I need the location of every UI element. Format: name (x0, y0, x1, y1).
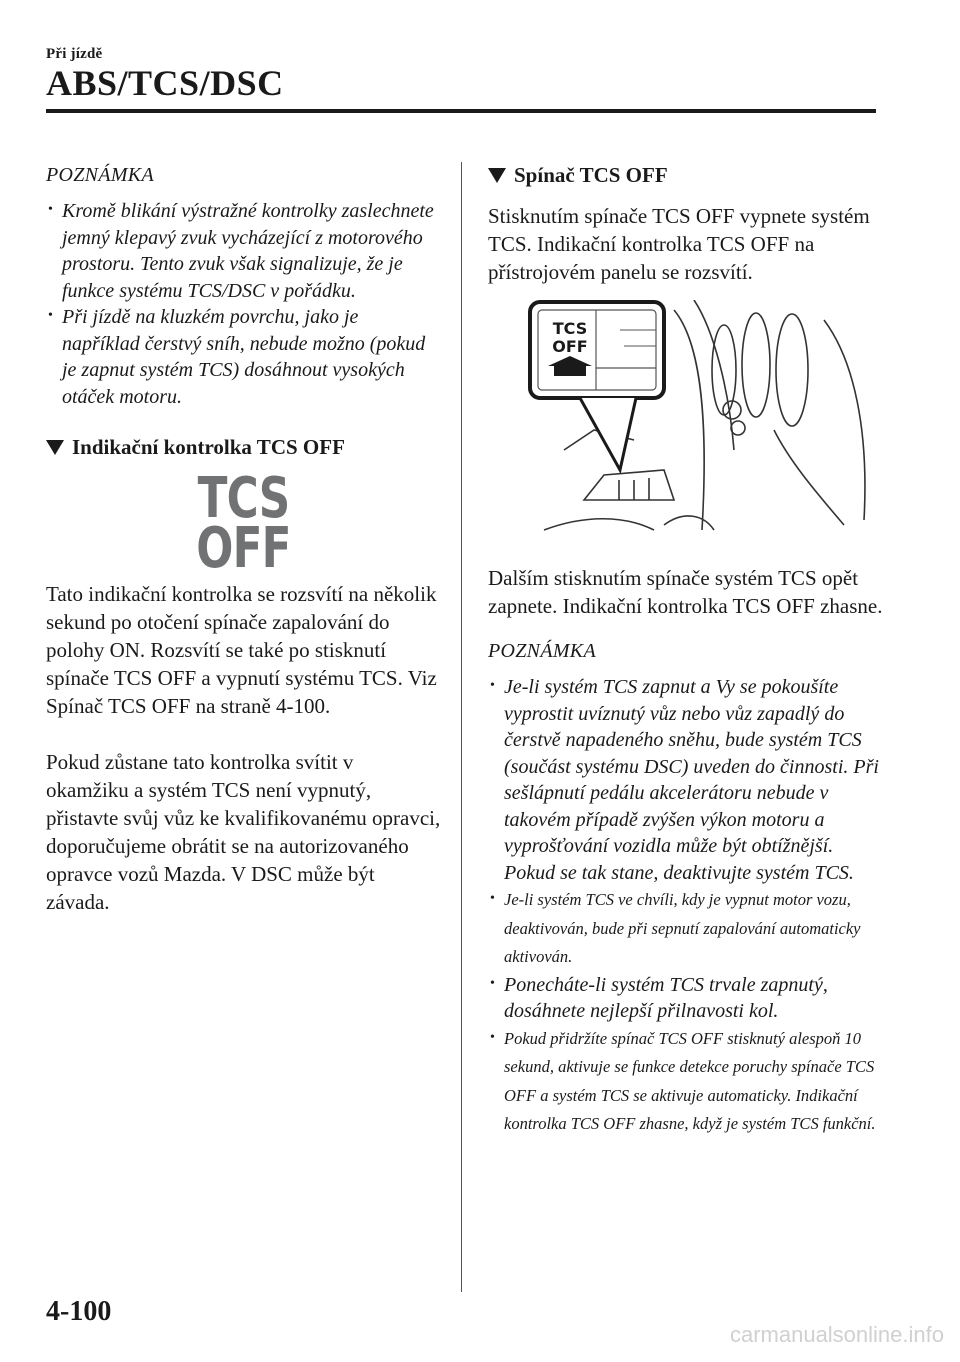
indicator-paragraph-2: Pokud zůstane tato kontrolka svítit v okamžiku a systém TCS není vypnutý, přistavte svůj vůz ke kvalifikovanému opravci, doporučujeme obrátit se na autorizovaného opravce vozů Mazda. V DSC může být závada. (46, 750, 441, 914)
page-number: 4-100 (46, 1296, 112, 1327)
section-label: Při jízdě (46, 46, 103, 62)
chapter-title: ABS/TCS/DSC (46, 63, 284, 103)
tcs-symbol-line2: OFF (196, 516, 291, 581)
note-heading: POZNÁMKA (46, 164, 154, 186)
triangle-bullet-icon (46, 440, 64, 455)
right-column (488, 162, 888, 1139)
indicator-heading (46, 434, 441, 460)
note-heading: POZNÁMKA (488, 640, 596, 662)
tcs-button-label-line2: OFF (552, 337, 588, 356)
switch-heading-text: Spínač TCS OFF (514, 163, 668, 187)
header-rule (46, 109, 876, 113)
indicator-heading-text: Indikační kontrolka TCS OFF (72, 435, 345, 459)
note-list (46, 198, 441, 410)
tcs-symbol-line1: TCS (197, 466, 290, 531)
tcs-off-warning-symbol (46, 466, 441, 581)
dashboard-illustration-svg (524, 300, 884, 540)
note-item: • Kromě blikání výstražné kontrolky zaslechnete jemný klepavý zvuk vycházející z motorového prostoru. Tento zvuk však signalizuje, že je funkce systému TCS/DSC v pořádku. (46, 198, 441, 304)
left-column (46, 162, 441, 916)
note-item: • Je-li systém TCS ve chvíli, kdy je vypnut motor vozu, deaktivován, bude při sepnutí zapalování automaticky aktivován. (488, 886, 888, 972)
switch-paragraph-2: Dalším stisknutím spínače systém TCS opět zapnete. Indikační kontrolka TCS OFF zhasne. (488, 566, 883, 618)
note-list (488, 674, 888, 1139)
watermark: carmanualsonline.info (729, 1322, 944, 1347)
switch-paragraph-1: Stisknutím spínače TCS OFF vypnete systém TCS. Indikační kontrolka TCS OFF na přístrojovém panelu se rozsvítí. (488, 204, 870, 284)
indicator-paragraph-1: Tato indikační kontrolka se rozsvítí na několik sekund po otočení spínače zapalování do polohy ON. Rozsvítí se také po stisknutí spínače TCS OFF a vypnutí systému TCS. Viz Spínač TCS OFF na straně 4-100. (46, 582, 437, 718)
triangle-bullet-icon (488, 168, 506, 183)
note-item: • Ponecháte-li systém TCS trvale zapnutý, dosáhnete nejlepší přilnavosti kol. (488, 972, 888, 1025)
tcs-button-label-line1: TCS (552, 319, 588, 338)
switch-heading (488, 162, 888, 188)
note-item: • Je-li systém TCS zapnut a Vy se pokoušíte vyprostit uvíznutý vůz nebo vůz zapadlý do čerstvě napadeného sněhu, bude systém TCS (součást systému DSC) uveden do činnosti. Při sešlápnutí pedálu akcelerátoru nebude v takovém případě zvýšen výkon motoru a vyprošťování vozidla může být obtížnější. Pokud se tak stane, deaktivujte systém TCS. (488, 674, 888, 886)
note-item: • Při jízdě na kluzkém povrchu, jako je například čerstvý sníh, nebude možno (pokud je zapnut systém TCS) dosáhnout vysokých otáček motoru. (46, 304, 441, 410)
dashboard-illustration (524, 300, 884, 540)
column-divider (461, 162, 462, 1292)
note-item: • Pokud přidržíte spínač TCS OFF stisknutý alespoň 10 sekund, aktivuje se funkce detekce poruchy spínače TCS OFF a systém TCS se aktivuje automaticky. Indikační kontrolka TCS OFF zhasne, když je systém TCS funkční. (488, 1025, 888, 1139)
